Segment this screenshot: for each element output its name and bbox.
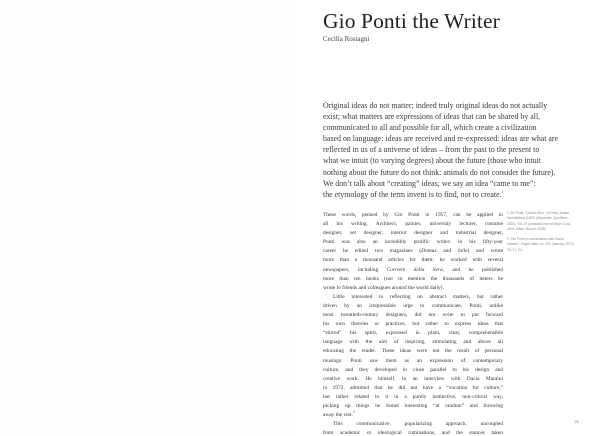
- epigraph-line: based on language: ideas are received and re-expressed: ideas are what are: [323, 134, 559, 144]
- body-line: career he edited two magazines (Domus and Stile) and wrote: [323, 248, 503, 255]
- body-line: all his writing. Architect, painter, university lecturer, costume: [323, 221, 503, 228]
- magazine-title-domus: Domus: [421, 248, 437, 255]
- footnotes-column: [507, 211, 595, 258]
- body-line: “stirred” his spirit, expressed in plain, clear, comprehensible: [323, 330, 503, 337]
- body-line: Little interested in reflecting on abstract matters, but rather: [333, 293, 503, 300]
- page-number: 21: [574, 419, 579, 424]
- body-line: most twentieth-century designers, did not write to put forward: [323, 312, 503, 319]
- footnote-2: 2 “Gio Ponti in conversation with Dacia Maraini,” Vogue Italia, no. 250 (January 1972): 78–71, 94.: [507, 237, 575, 252]
- body-line: educating the reader. These ideas were not the result of personal: [323, 348, 503, 355]
- epigraph-line: communicated to all and possible for all, which create a civilization: [323, 123, 537, 133]
- epigraph-line: the etymology of the term invent is to find, not to create.$^1$: [323, 189, 504, 199]
- body-line: driven by an irrepressible urge to communicate, Ponti, unlike: [323, 302, 503, 309]
- body-line: creative work. He himself, in an interview with Dacia Maraini: [323, 375, 503, 382]
- newspaper-title: Corriere della Sera: [386, 266, 443, 273]
- body-line: musings: Ponti saw them as an expression of contemporary: [323, 357, 503, 364]
- body-line: picking up things he found interesting “at random” and throwing: [323, 402, 503, 409]
- footnote-ref-2[interactable]: 2: [352, 409, 356, 415]
- chapter-title: Gio Ponti the Writer: [323, 9, 500, 33]
- footnote-1: 1 Gio Ponti, “Questo libro,” in Ponti, Amate l’architettura (1957) (Macerata: Quodlibet, 2022), VIII–IX (anastatic reprint Milan: Cusl, 2004, Milan: Rizzoli, 2008).: [507, 211, 571, 231]
- epigraph-line: exist; what matters are expressions of ideas that can be shared by all,: [323, 112, 541, 122]
- body-line: his own theories or practices, but rather to express ideas that: [323, 321, 503, 328]
- body-line: from academic or ideological ruminations, and the stances taken: [323, 430, 503, 436]
- body-line: in 1972, admitted that he did not have a “vocation for culture,”: [323, 384, 503, 391]
- footnote-ref-1[interactable]: 1: [501, 189, 504, 195]
- author-name: Cecilia Rostagni: [323, 35, 370, 43]
- epigraph-line: nothing about the future do not think: animals do not consider the future).: [323, 167, 556, 177]
- body-line: Ponti was also an incredibly prolific writer: in his fifty-year: [323, 239, 503, 246]
- body-line: This communicative, popularizing approach, uncoupled: [333, 421, 503, 428]
- body-line: more than ten books (not to mention the thousands of letters he: [323, 275, 503, 282]
- epigraph-line: We don’t talk about “creating” ideas; we say an idea “came to me”:: [323, 178, 536, 188]
- right-page: [300, 0, 600, 436]
- body-line: newspapers, including Corriere della Sera, and he published: [323, 266, 503, 273]
- body-line: culture, and they developed in close parallel to his design and: [323, 366, 503, 373]
- body-line: more than a thousand articles for them; he worked with several: [323, 257, 503, 264]
- body-line: but rather related to it in a purely instinctive, non-critical way,: [323, 393, 503, 400]
- body-line: wrote to friends and colleagues around the world daily).: [323, 284, 444, 291]
- magazine-title-stile: Stile: [457, 248, 468, 255]
- body-text-column: [323, 211, 503, 436]
- epigraph-line: reflected in us of a universe of ideas – from the past to the present to: [323, 145, 540, 155]
- body-line: These words, penned by Gio Ponti in 1957, can be applied to: [323, 212, 503, 218]
- epigraph-quote: [323, 100, 588, 200]
- epigraph-line: what we intuit (to varying degrees) about the future (those who intuit: [323, 156, 542, 166]
- body-line: away the rest.$^2$: [323, 409, 356, 419]
- body-line: language with the aim of inspiring, stimulating and above all: [323, 339, 503, 346]
- epigraph-line: Original ideas do not matter; indeed truly original ideas do not actually: [323, 101, 548, 110]
- body-line: designer, set designer, interior designer and industrial designer,: [323, 230, 503, 237]
